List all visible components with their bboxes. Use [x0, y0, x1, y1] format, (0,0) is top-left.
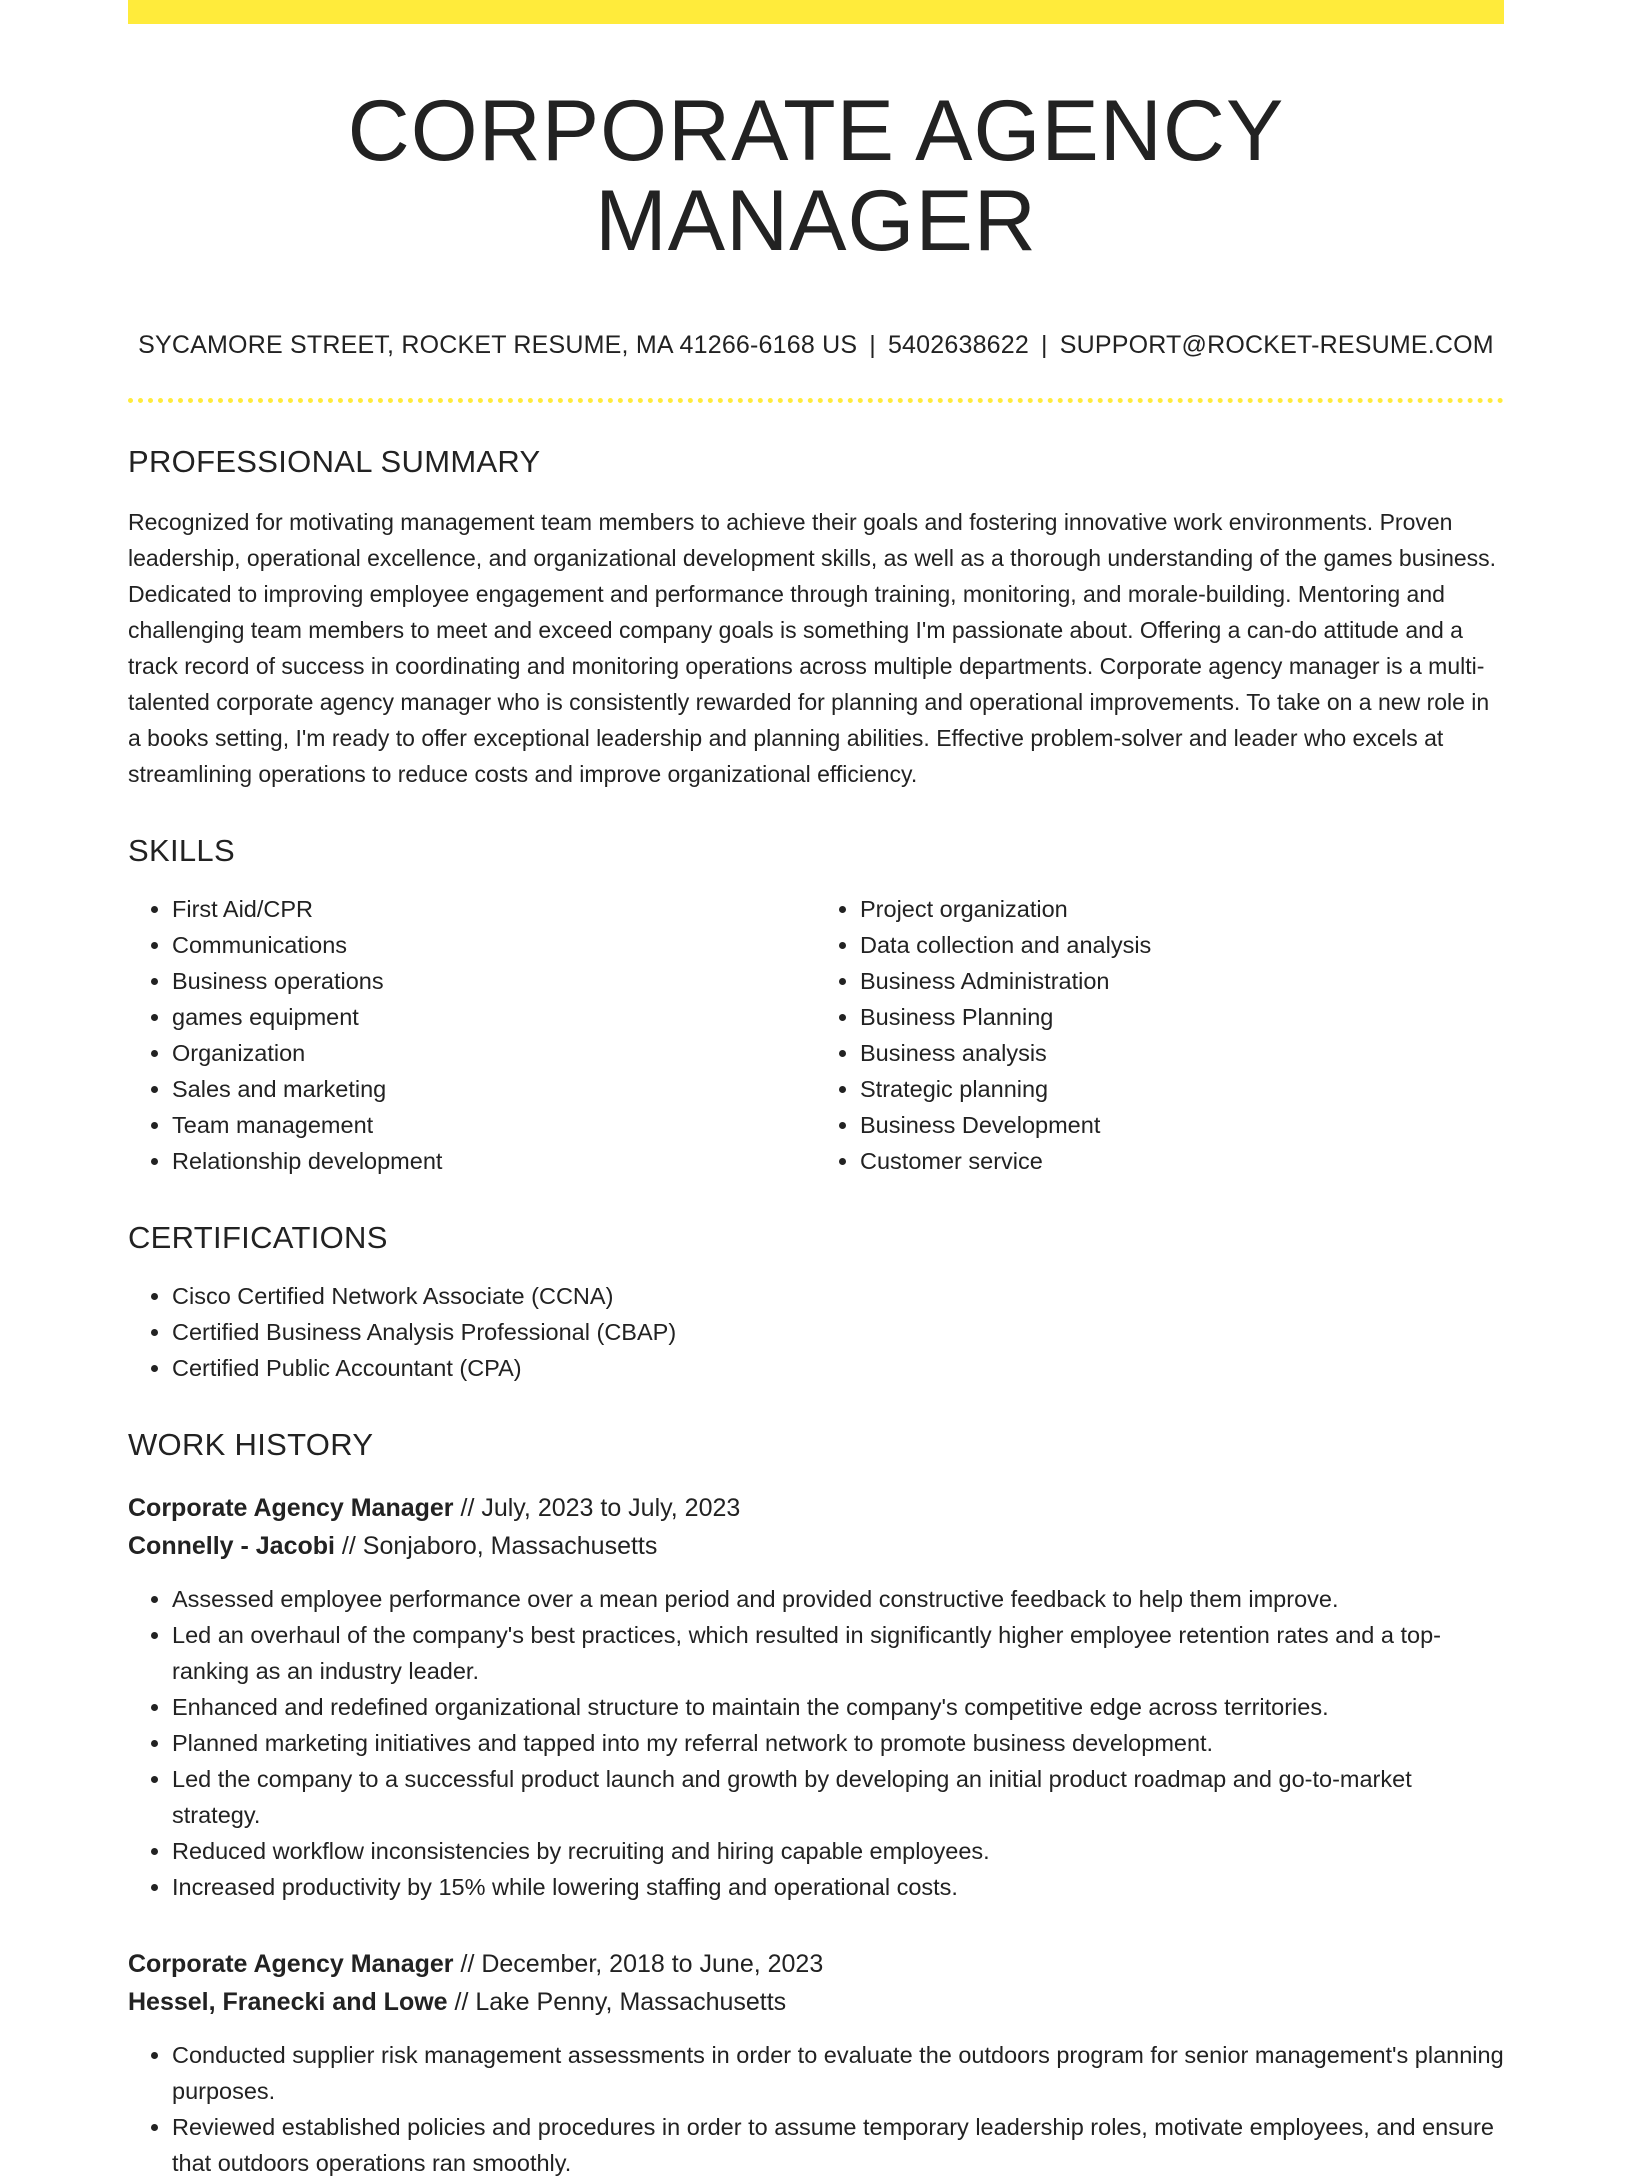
accent-top-bar — [128, 0, 1504, 24]
contact-line — [128, 331, 1504, 360]
job-bullets — [128, 1581, 1504, 1905]
certifications-heading: CERTIFICATIONS — [128, 1219, 388, 1255]
skill-item: • Business analysis — [860, 1035, 1504, 1071]
resume-name: CORPORATE AGENCY MANAGER — [347, 83, 1285, 270]
certifications-list — [128, 1278, 1504, 1386]
job-title-line — [128, 1945, 1504, 1983]
skill-item: • Team management — [172, 1107, 816, 1143]
work-history-heading: WORK HISTORY — [128, 1427, 374, 1463]
job-company: Connelly - Jacobi — [128, 1532, 335, 1561]
skill-item: • Customer service — [860, 1143, 1504, 1179]
certification-item: • Certified Business Analysis Professional (CBAP) — [172, 1314, 1504, 1350]
skill-item: • Relationship development — [172, 1143, 816, 1179]
summary-text: Recognized for motivating management team members to achieve their goals and fostering innovative work environments. Proven leadership, operational excellence, and organizational development skills, as well as a thorough understanding of the games business. Dedicated to improving employee engagement and performance through training, monitoring, and morale-building. Mentoring and challenging team members to meet and exceed company goals is something I'm passionate about. Offering a can-do attitude and a track record of success in coordinating and monitoring operations across multiple departments. Corporate agency manager is a multi-talented corporate agency manager who is consistently rewarded for planning and operational improvements. To take on a new role in a books setting, I'm ready to offer exceptional leadership and planning abilities. Effective problem-solver and leader who excels at streamlining operations to reduce costs and improve organizational efficiency. — [128, 508, 1497, 787]
skills-heading: SKILLS — [128, 832, 235, 868]
contact-separator: | — [869, 330, 876, 359]
resume-page — [128, 0, 1504, 2181]
job-title: Corporate Agency Manager — [128, 1950, 454, 1979]
job-title: Corporate Agency Manager — [128, 1494, 454, 1523]
job-bullet: • Increased productivity by 15% while lowering staffing and operational costs. — [172, 1869, 1504, 1905]
summary-section — [128, 443, 1504, 792]
job-bullet: • Conducted supplier risk management assessments in order to evaluate the outdoors program for senior management's planning purposes. — [172, 2037, 1504, 2109]
job-bullets — [128, 2037, 1504, 2181]
job-company-line — [128, 1527, 1504, 1565]
skills-right-list — [816, 891, 1504, 1179]
dotted-divider — [128, 398, 1504, 403]
job-title-line — [128, 1489, 1504, 1527]
skill-item: • Communications — [172, 927, 816, 963]
skill-item: • Strategic planning — [860, 1071, 1504, 1107]
skill-item: • First Aid/CPR — [172, 891, 816, 927]
job-entry — [128, 1489, 1504, 1905]
skill-item: • Data collection and analysis — [860, 927, 1504, 963]
job-bullet: • Reduced workflow inconsistencies by recruiting and hiring capable employees. — [172, 1833, 1504, 1869]
contact-separator: | — [1041, 330, 1048, 359]
skill-item: • Business Development — [860, 1107, 1504, 1143]
job-bullet: • Planned marketing initiatives and tapped into my referral network to promote business development. — [172, 1725, 1504, 1761]
contact-email[interactable]: SUPPORT@ROCKET-RESUME.COM — [1059, 330, 1494, 359]
skills-left-list — [128, 891, 816, 1179]
certification-item: • Cisco Certified Network Associate (CCNA) — [172, 1278, 1504, 1314]
job-dates: // July, 2023 to July, 2023 — [453, 1494, 741, 1523]
skill-item: • Organization — [172, 1035, 816, 1071]
job-bullet: • Led an overhaul of the company's best practices, which resulted in significantly higher employee retention rates and a top-ranking as an industry leader. — [172, 1617, 1504, 1689]
skill-item: • Project organization — [860, 891, 1504, 927]
job-entry — [128, 1945, 1504, 2181]
job-bullet: • Enhanced and redefined organizational structure to maintain the company's competitive edge across territories. — [172, 1689, 1504, 1725]
job-location: // Lake Penny, Massachusetts — [447, 1988, 787, 2017]
skill-item: • Sales and marketing — [172, 1071, 816, 1107]
skill-item: • games equipment — [172, 999, 816, 1035]
skill-item: • Business Administration — [860, 963, 1504, 999]
job-company-line — [128, 1983, 1504, 2021]
skill-item: • Business operations — [172, 963, 816, 999]
job-bullet: • Reviewed established policies and procedures in order to assume temporary leadership roles, motivate employees, and ensure that outdoors operations ran smoothly. — [172, 2109, 1504, 2181]
certifications-section — [128, 1219, 1504, 1386]
skills-section — [128, 832, 1504, 1179]
summary-heading: PROFESSIONAL SUMMARY — [128, 443, 541, 479]
contact-address: SYCAMORE STREET, ROCKET RESUME, MA 41266-6168 US — [138, 330, 858, 359]
skill-item: • Business Planning — [860, 999, 1504, 1035]
job-company: Hessel, Franecki and Lowe — [128, 1988, 448, 2017]
contact-phone[interactable]: 5402638622 — [887, 330, 1029, 359]
certification-item: • Certified Public Accountant (CPA) — [172, 1350, 1504, 1386]
job-bullet: • Assessed employee performance over a mean period and provided constructive feedback to help them improve. — [172, 1581, 1504, 1617]
work-history-section — [128, 1426, 1504, 2181]
job-bullet: • Led the company to a successful product launch and growth by developing an initial product roadmap and go-to-market strategy. — [172, 1761, 1504, 1833]
job-location: // Sonjaboro, Massachusetts — [334, 1532, 658, 1561]
skills-grid — [128, 891, 1504, 1179]
job-dates: // December, 2018 to June, 2023 — [453, 1950, 824, 1979]
